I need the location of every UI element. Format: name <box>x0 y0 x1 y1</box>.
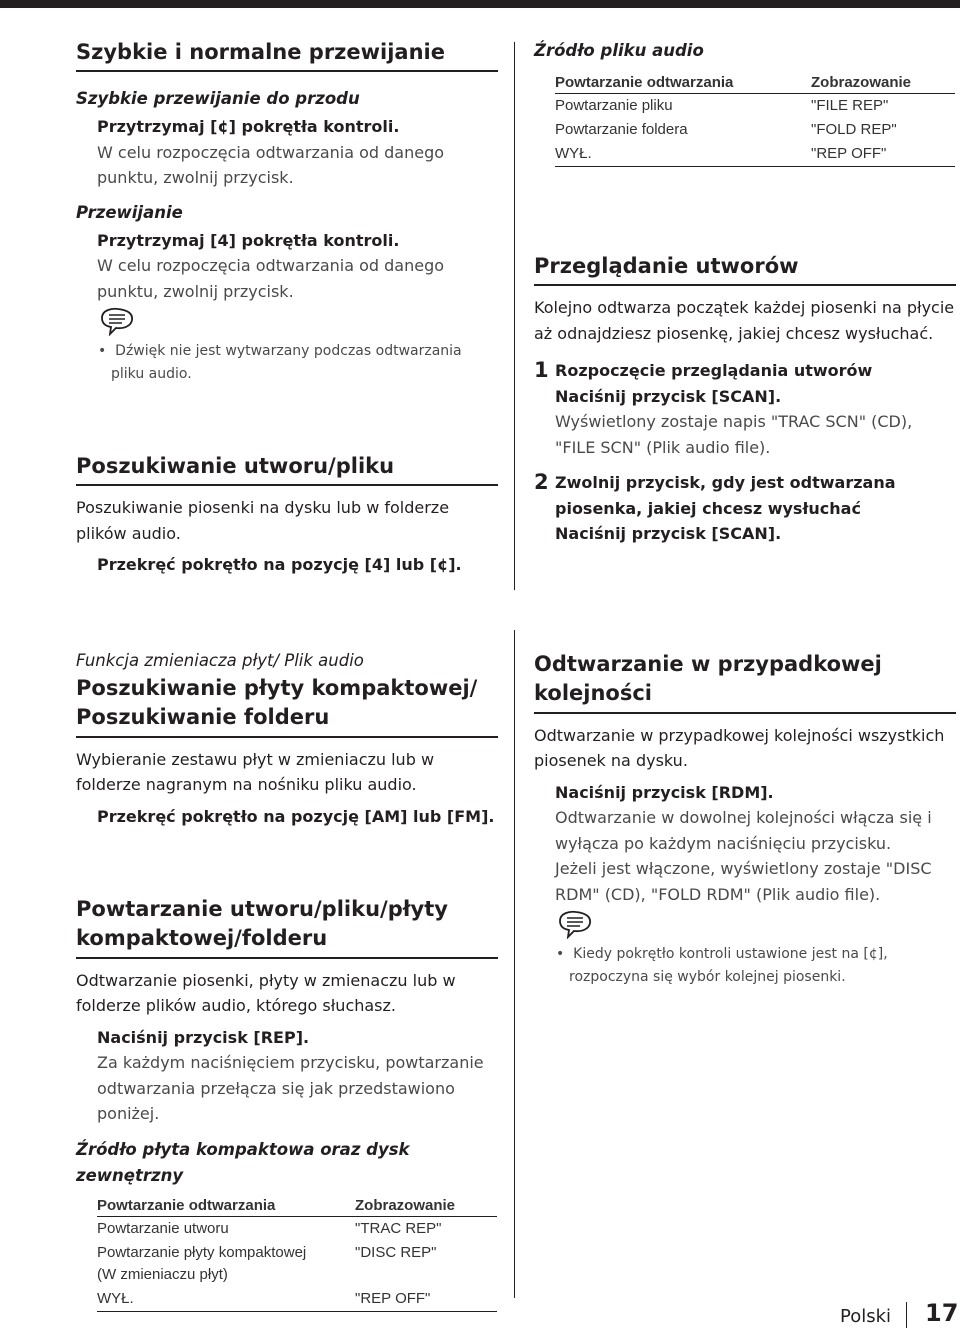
step-number: 2 <box>534 470 549 495</box>
section-title: Przeglądanie utworów <box>534 252 956 286</box>
step-heading: Zwolnij przycisk, gdy jest odtwarzana piosenka, jakiej chcesz wysłuchać <box>555 473 896 518</box>
section-random <box>534 650 956 989</box>
subheading-rewind: Przewijanie <box>76 202 183 222</box>
detail: Jeżeli jest włączone, wyświetlony zostaje "DISC RDM" (CD), "FOLD RDM" (Plik audio file). <box>555 859 932 904</box>
section-disc-search <box>76 648 498 829</box>
table-row: WYŁ. "REP OFF" <box>555 142 955 167</box>
column-header: Zobrazowanie <box>811 72 955 94</box>
description: Wybieranie zestawu płyt w zmieniaczu lub w folderze nagranym na nośniku pliku audio. <box>76 749 435 795</box>
section-fast-forward <box>76 38 498 386</box>
column-header: Powtarzanie odtwarzania <box>555 72 811 94</box>
section-caption: Funkcja zmieniacza płyt/ Plik audio <box>76 651 364 670</box>
column-divider-top <box>514 42 515 590</box>
description: Kolejno odtwarza początek każdej piosenki na płycie aż odnajdziesz piosenkę, jakiej chcesz wysłuchać. <box>534 298 955 343</box>
table-row: Powtarzanie pliku "FILE REP" <box>555 97 889 114</box>
instruction: Przekręć pokrętło na pozycję [4] lub [¢]. <box>97 555 462 575</box>
section-title: Szybkie i normalne przewijanie <box>76 38 498 72</box>
section-title: Poszukiwanie płyty kompaktowej/ Poszukiwanie folderu <box>76 674 498 738</box>
detail: Za każdym naciśnięciem przycisku, powtarzanie odtwarzania przełącza się jak przedstawiono poniżej. <box>97 1053 484 1124</box>
table-row: Powtarzanie płyty kompaktowej (W zmieniaczu płyt) "DISC REP" <box>97 1243 437 1283</box>
description: Poszukiwanie piosenki na dysku lub w folderze plików audio. <box>76 498 450 543</box>
cd-repeat-table <box>97 1195 497 1312</box>
footer-language: Polski <box>840 1306 892 1327</box>
footer-separator <box>906 1302 907 1328</box>
column-header: Zobrazowanie <box>355 1195 497 1217</box>
table-row: Powtarzanie utworu "TRAC REP" <box>97 1219 442 1237</box>
section-title: Odtwarzanie w przypadkowej kolejności <box>534 650 956 714</box>
step-2 <box>534 470 956 547</box>
audio-file-repeat-table-block <box>534 38 956 167</box>
step-instruction: Naciśnij przycisk [SCAN]. <box>555 386 782 406</box>
description-fast-forward: W celu rozpoczęcia odtwarzania od danego punktu, zwolnij przycisk. <box>97 142 445 188</box>
section-repeat <box>76 895 498 1312</box>
description: Odtwarzanie w przypadkowej kolejności wszystkich piosenek na dysku. <box>534 725 945 771</box>
instruction: Naciśnij przycisk [REP]. <box>97 1027 310 1047</box>
step-instruction: Naciśnij przycisk [SCAN]. <box>555 524 782 544</box>
section-title: Poszukiwanie utworu/pliku <box>76 452 498 486</box>
note-icon <box>98 306 136 336</box>
top-rule <box>0 0 960 8</box>
description: Odtwarzanie piosenki, płyty w zmienaczu lub w folderze plików audio, którego słuchasz. <box>76 970 456 1016</box>
note-item: • Kiedy pokrętło kontroli ustawione jest na [¢], rozpoczyna się wybór kolejnej piosenki. <box>556 946 888 986</box>
table-caption: Źródło płyta kompaktowa oraz dysk zewnętrzny <box>76 1139 410 1185</box>
section-scan <box>534 252 956 547</box>
step-number: 1 <box>534 358 549 383</box>
description-rewind: W celu rozpoczęcia odtwarzania od danego punktu, zwolnij przycisk. <box>97 256 445 301</box>
step-heading: Rozpoczęcie przeglądania utworów <box>555 361 873 381</box>
note-item: • Dźwięk nie jest wytwarzany podczas odtwarzania pliku audio. <box>98 343 462 383</box>
instruction: Naciśnij przycisk [RDM]. <box>555 782 774 802</box>
instruction-rewind: Przytrzymaj [4] pokrętła kontroli. <box>97 230 400 250</box>
instruction: Przekręć pokrętło na pozycję [AM] lub [FM]. <box>97 806 495 826</box>
section-track-search <box>76 452 498 578</box>
note-icon <box>556 909 594 939</box>
table-caption: Źródło pliku audio <box>534 41 704 60</box>
section-title: Powtarzanie utworu/pliku/płyty kompaktowej/folderu <box>76 895 498 959</box>
step-1 <box>534 358 956 460</box>
column-header: Powtarzanie odtwarzania <box>97 1195 355 1217</box>
table-row: WYŁ. "REP OFF" <box>97 1287 497 1312</box>
step-description: Wyświetlony zostaje napis "TRAC SCN" (CD), "FILE SCN" (Plik audio file). <box>555 412 913 457</box>
instruction-fast-forward: Przytrzymaj [¢] pokrętła kontroli. <box>97 117 400 137</box>
detail: Odtwarzanie w dowolnej kolejności włącza się i wyłącza po każdym naciśnięciu przycisku. <box>555 808 932 853</box>
page-number: 17 <box>925 1299 959 1327</box>
column-divider-bottom <box>514 630 515 1298</box>
table-row: Powtarzanie foldera "FOLD REP" <box>555 121 897 138</box>
subheading-fast-forward: Szybkie przewijanie do przodu <box>76 89 360 109</box>
audio-repeat-table <box>555 72 955 167</box>
